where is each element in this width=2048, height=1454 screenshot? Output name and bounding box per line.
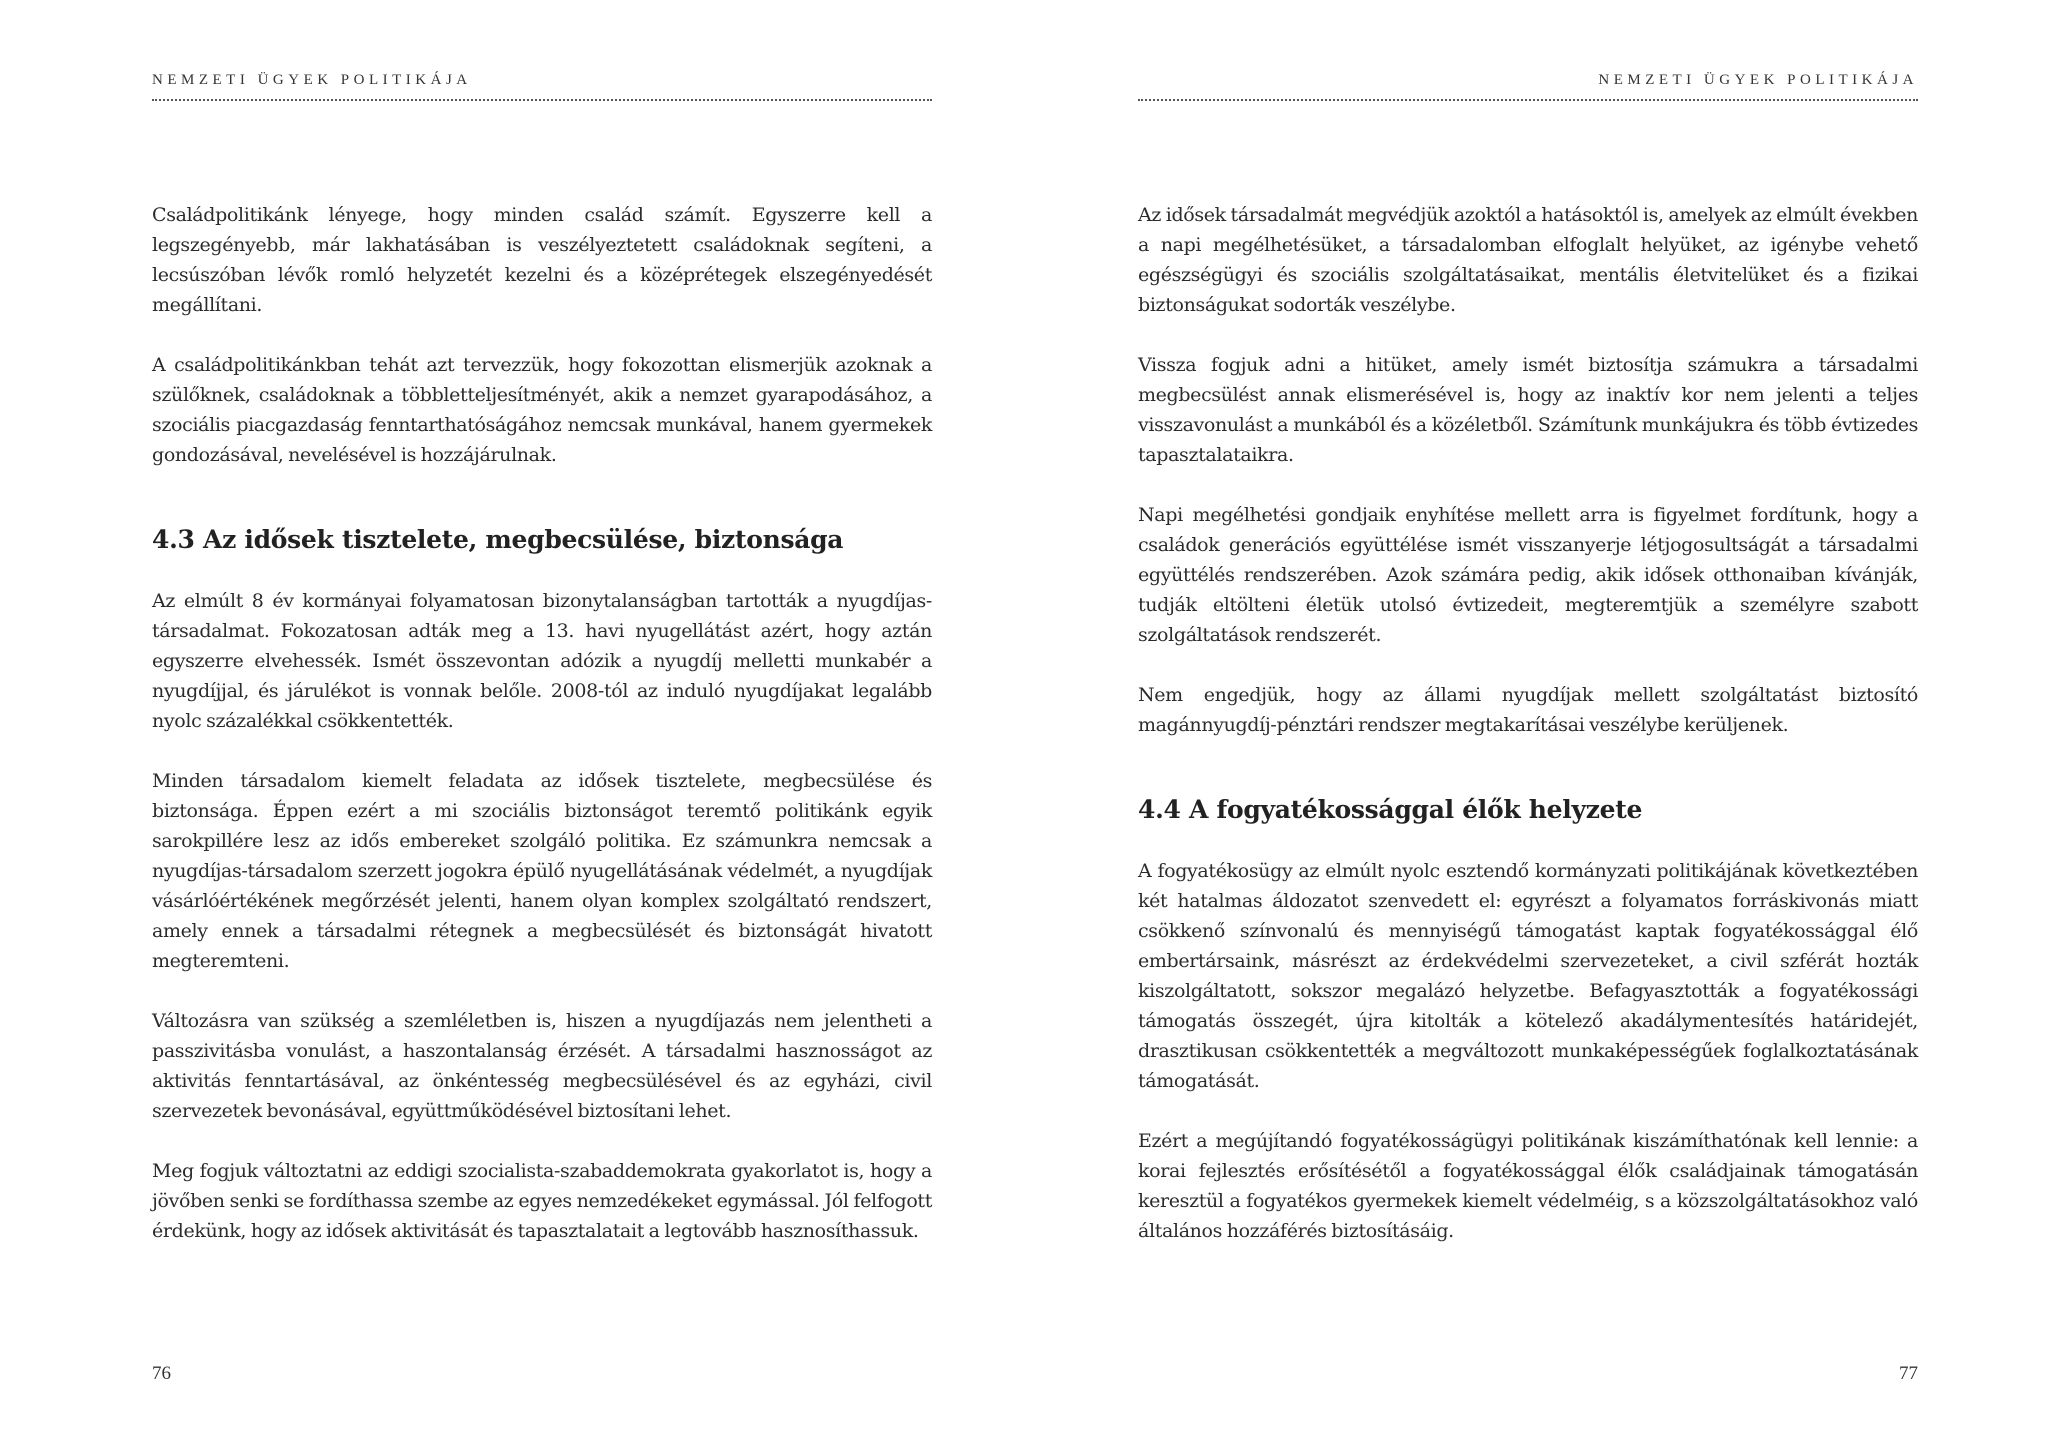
- paragraph: Változásra van szükség a szemléletben is, hiszen a nyugdíjazás nem jelentheti a passzivitásba vonulást, a haszontalanság érzését. A társadalmi hasznosságot az aktivitás fenntartásával, az önkéntesség megbecsülésével és az egyházi, civil szervezetek bevonásával, együttműködésével biztosítani lehet.: [152, 1010, 932, 1122]
- paragraph: Vissza fogjuk adni a hitüket, amely ismét biztosítja számukra a társadalmi megbecsülést annak elismerésével is, hogy az inaktív kor nem jelenti a teljes visszavonulást a munkából és a közéletből. Számítunk munkájukra és több évtizedes tapasztalataikra.: [1138, 354, 1918, 466]
- section-heading: 4.4 A fogyatékossággal élők helyzete: [1138, 795, 1643, 824]
- paragraph: A családpolitikánkban tehát azt tervezzük, hogy fokozottan elismerjük azoknak a szülőknek, családoknak a többletteljesítményét, akik a nemzet gyarapodásához, a szociális piacgazdaság fenntarthatóságához nemcsak munkával, hanem gyermekek gondozásával, nevelésével is hozzájárulnak.: [152, 354, 932, 466]
- paragraph: Minden társadalom kiemelt feladata az idősek tisztelete, megbecsülése és biztonsága. Éppen ezért a mi szociális biztonságot teremtő politikánk egyik sarokpillére lesz az idős embereket szolgáló politika. Ez számunkra nemcsak a nyugdíjas-társadalom szerzett jogokra épülő nyugellátásának védelmét, a nyugdíjak vásárlóértékének megőrzését jelenti, hanem olyan komplex szolgáltató rendszert, amely ennek a társadalmi rétegnek a megbecsülését és biztonságát hivatott megteremteni.: [152, 770, 932, 972]
- page-number: 77: [1899, 1363, 1918, 1384]
- paragraph: Napi megélhetési gondjaik enyhítése mellett arra is figyelmet fordítunk, hogy a családok generációs együttélése ismét visszanyerje létjogosultságát a társadalmi együttélés rendszerében. Azok számára pedig, akik idősek otthonaiban kívánják, tudják eltölteni életük utolsó évtizedeit, megteremtjük a személyre szabott szolgáltatások rendszerét.: [1138, 504, 1918, 646]
- paragraph: Az elmúlt 8 év kormányai folyamatosan bizonytalanságban tartották a nyugdíjas-társadalmat. Fokozatosan adták meg a 13. havi nyugellátást azért, hogy aztán egyszerre elvehessék. Ismét összevontan adózik a nyugdíj melletti munkabér a nyugdíjjal, és járulékot is vonnak belőle. 2008-tól az induló nyugdíjakat legalább nyolc százalékkal csökkentették.: [152, 590, 932, 732]
- page-content: [152, 200, 932, 1276]
- paragraph: Ezért a megújítandó fogyatékosságügyi politikának kiszámíthatónak kell lennie: a korai fejlesztés erősítésétől a fogyatékossággal élők családjainak támogatásán keresztül a fogyatékos gyermekek kiemelt védelméig, s a közszolgáltatásokhoz való általános hozzáférés biztosításáig.: [1138, 1130, 1918, 1242]
- page-content: [1138, 200, 1918, 1276]
- page-number: 76: [152, 1363, 171, 1384]
- paragraph: A fogyatékosügy az elmúlt nyolc esztendő kormányzati politikájának következtében két hatalmas áldozatot szenvedett el: egyrészt a folyamatos forráskivonás miatt csökkenő színvonalú és mennyiségű támogatást kaptak fogyatékossággal élő embertársaink, másrészt az érdekvédelmi szervezeteket, a civil szférát hozták kiszolgáltatott, sokszor megalázó helyzetbe. Befagyasztották a fogyatékossági támogatás összegét, újra kitolták a kötelező akadálymentesítés határidejét, drasztikusan csökkentették a megváltozott munkaképességűek foglalkoztatásának támogatását.: [1138, 860, 1918, 1092]
- paragraph: Az idősek társadalmát megvédjük azoktól a hatásoktól is, amelyek az elmúlt években a napi megélhetésüket, a társadalomban elfoglalt helyüket, az igénybe vehető egészségügyi és szociális szolgáltatásaikat, mentális életvitelüket és a fizikai biztonságukat sodorták veszélybe.: [1138, 204, 1918, 316]
- paragraph: Nem engedjük, hogy az állami nyugdíjak mellett szolgáltatást biztosító magánnyugdíj-pénztári rendszer megtakarításai veszélybe kerüljenek.: [1138, 684, 1918, 736]
- paragraph: Meg fogjuk változtatni az eddigi szocialista-szabaddemokrata gyakorlatot is, hogy a jövőben senki se fordíthassa szembe az egyes nemzedékeket egymással. Jól felfogott érdekünk, hogy az idősek aktivitását és tapasztalatait a legtovább hasznosíthassuk.: [152, 1160, 932, 1242]
- left-page: [152, 0, 932, 1454]
- section-heading: 4.3 Az idősek tisztelete, megbecsülése, biztonsága: [152, 525, 844, 554]
- running-head: NEMZETI ÜGYEK POLITIKÁJA: [152, 72, 932, 101]
- right-page: [1138, 0, 1918, 1454]
- paragraph: Családpolitikánk lényege, hogy minden család számít. Egyszerre kell a legszegényebb, már lakhatásában is veszélyeztetett családoknak segíteni, a lecsúszóban lévők romló helyzetét kezelni és a középrétegek elszegényedését megállítani.: [152, 204, 932, 316]
- running-head: NEMZETI ÜGYEK POLITIKÁJA: [1138, 72, 1918, 101]
